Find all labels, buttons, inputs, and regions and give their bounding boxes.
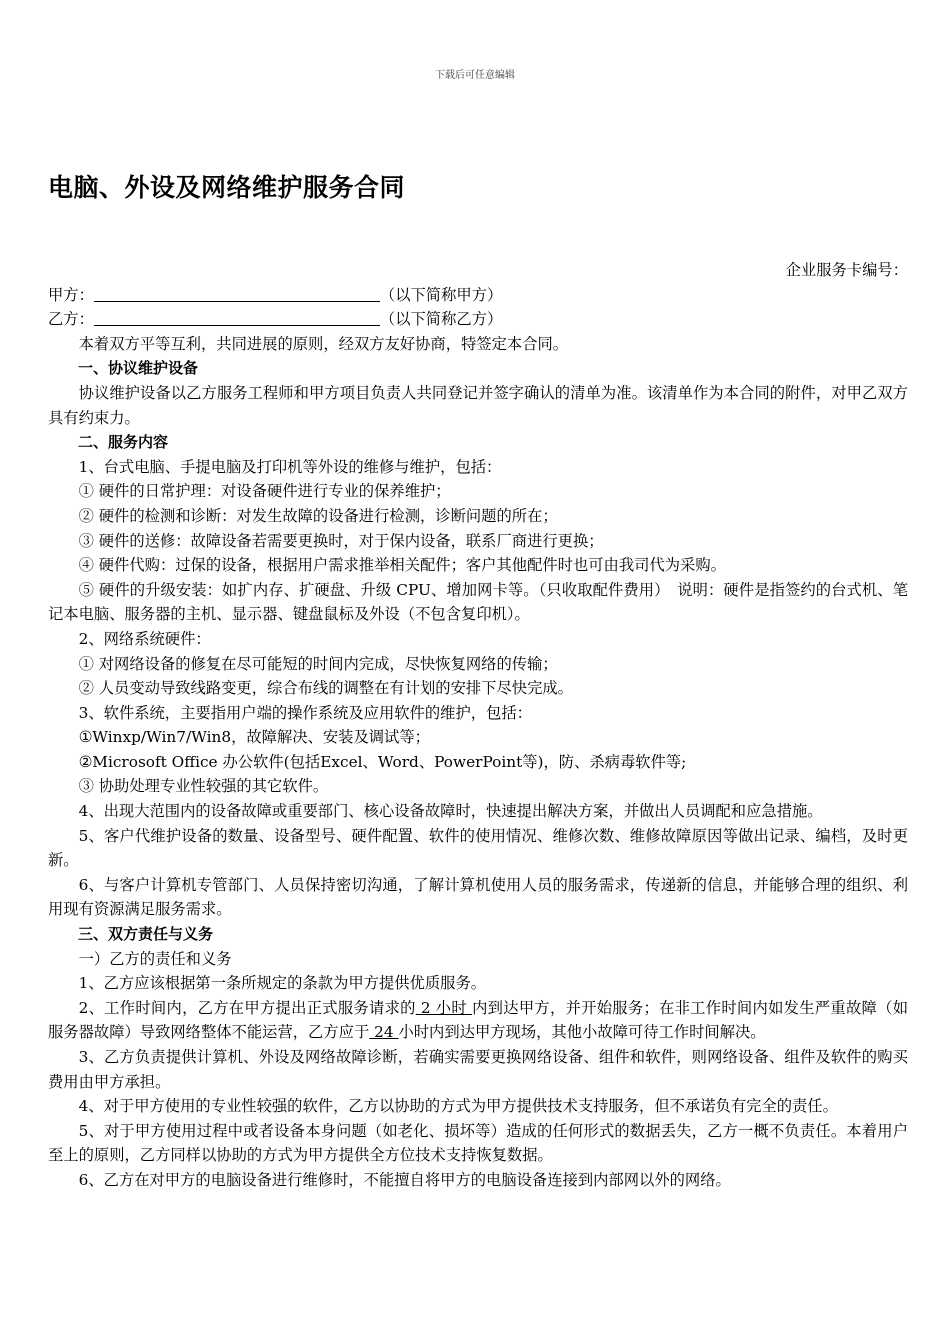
- service-item-2: 2、网络系统硬件：: [78, 629, 211, 648]
- duty-item-4: 4、对于甲方使用的专业性较强的软件，乙方以协助的方式为甲方提供技术支持服务，但不承诺负有完全的责任。: [78, 1097, 838, 1116]
- party-a-blank[interactable]: [94, 287, 380, 302]
- intro-paragraph: 本着双方平等互利，共同进展的原则，经双方友好协商，特签定本合同。: [78, 334, 569, 353]
- section-3-heading: 三、双方责任与义务: [78, 925, 214, 944]
- section-3-subheading: 一）乙方的责任和义务: [78, 949, 232, 968]
- contract-body: [48, 258, 908, 1193]
- network-item-2: ② 人员变动导致线路变更，综合布线的调整在有计划的安排下尽快完成。: [78, 679, 573, 698]
- service-item-5: 5、客户代维护设备的数量、设备型号、硬件配置、软件的使用情况、维修次数、维修故障原因等做出记录、编档，及时更新。: [48, 826, 908, 870]
- duty-item-3: 3、乙方负责提供计算机、外设及网络故障诊断，若确实需要更换网络设备、组件和软件，则网络设备、组件及软件的购买费用由甲方承担。: [48, 1048, 908, 1091]
- duty-item-6: 6、乙方在对甲方的电脑设备进行维修时，不能擅自将甲方的电脑设备连接到内部网以外的网络。: [78, 1170, 731, 1189]
- service-item-6: 6、与客户计算机专管部门、人员保持密切沟通，了解计算机使用人员的服务需求，传递新的信息，并能够合理的组织、利用现有资源满足服务需求。: [48, 875, 908, 919]
- service-card-number-label: 企业服务卡编号：: [785, 261, 908, 279]
- service-item-3: 3、软件系统，主要指用户端的操作系统及应用软件的维护，包括：: [78, 703, 532, 722]
- party-a-suffix: （以下简称甲方）: [379, 285, 503, 304]
- hardware-item-2: ② 硬件的检测和诊断：对发生故障的设备进行检测，诊断问题的所在；: [78, 506, 558, 525]
- header-note: 下载后可任意编辑: [435, 70, 515, 81]
- service-item-1: 1、台式电脑、手提电脑及打印机等外设的维修与维护，包括：: [78, 457, 502, 476]
- hardware-item-1: ① 硬件的日常护理：对设备硬件进行专业的保养维护；: [78, 482, 451, 501]
- response-hours-field: 2 小时: [415, 998, 473, 1017]
- service-item-4: 4、出现大范围内的设备故障或重要部门、核心设备故障时，快速提出解决方案，并做出人员调配和应急措施。: [78, 802, 823, 821]
- document-title: 电脑、外设及网络维护服务合同: [48, 173, 406, 202]
- party-b-suffix: （以下简称乙方）: [379, 310, 503, 329]
- emergency-hours-field: 24: [369, 1023, 399, 1042]
- duty-item-2-part-c: 小时内到达甲方现场，其他小故障可待工作时间解决。: [398, 1023, 766, 1042]
- duty-item-5: 5、对于甲方使用过程中或者设备本身问题（如老化、损坏等）造成的任何形式的数据丢失，乙方一概不负责任。本着用户至上的原则，乙方同样以协助的方式为甲方提供全方位技术支持恢复数据。: [48, 1121, 908, 1165]
- section-2-heading: 二、服务内容: [78, 433, 169, 452]
- duty-item-2-part-a: 2、工作时间内，乙方在甲方提出正式服务请求的: [78, 998, 416, 1017]
- software-item-1: ①Winxp/Win7/Win8，故障解决、安装及调试等；: [78, 728, 430, 747]
- section-1-text: 协议维护设备以乙方服务工程师和甲方项目负责人共同登记并签字确认的清单为准。该清单作为本合同的附件，对甲乙双方具有约束力。: [48, 383, 908, 427]
- party-a-label: 甲方：: [48, 285, 94, 304]
- section-1-heading: 一、协议维护设备: [78, 359, 199, 378]
- party-b-label: 乙方：: [48, 310, 94, 329]
- party-a-line: [48, 283, 908, 308]
- network-item-1: ① 对网络设备的修复在尽可能短的时间内完成，尽快恢复网络的传输；: [78, 654, 558, 673]
- hardware-item-5: ⑤ 硬件的升级安装：如扩内存、扩硬盘、升级 CPU、增加网卡等。（只收取配件费用） 说明：硬件是指签约的台式机、笔记本电脑、服务器的主机、显示器、键盘鼠标及外设（不包含复印机）。: [48, 580, 908, 624]
- duty-item-1: 1、乙方应该根据第一条所规定的条款为甲方提供优质服务。: [78, 974, 487, 993]
- hardware-item-3: ③ 硬件的送修：故障设备若需要更换时，对于保内设备，联系厂商进行更换；: [78, 531, 604, 550]
- party-b-line: [48, 307, 908, 332]
- duty-item-2-part-b: 内到达甲方，并开始服务；在非工作时间内如发生严重故障（如服务器故障）导致网络整体不能运营，乙方应于: [48, 998, 908, 1042]
- software-item-3: ③ 协助处理专业性较强的其它软件。: [78, 777, 329, 796]
- duty-item-2: [48, 996, 908, 1045]
- party-b-blank[interactable]: [94, 311, 380, 326]
- hardware-item-4: ④ 硬件代购：过保的设备，根据用户需求推举相关配件；客户其他配件时也可由我司代为采购。: [78, 556, 726, 575]
- software-item-2: ②Microsoft Office 办公软件(包括Excel、Word、PowerPoint等)，防、杀病毒软件等;: [78, 752, 687, 771]
